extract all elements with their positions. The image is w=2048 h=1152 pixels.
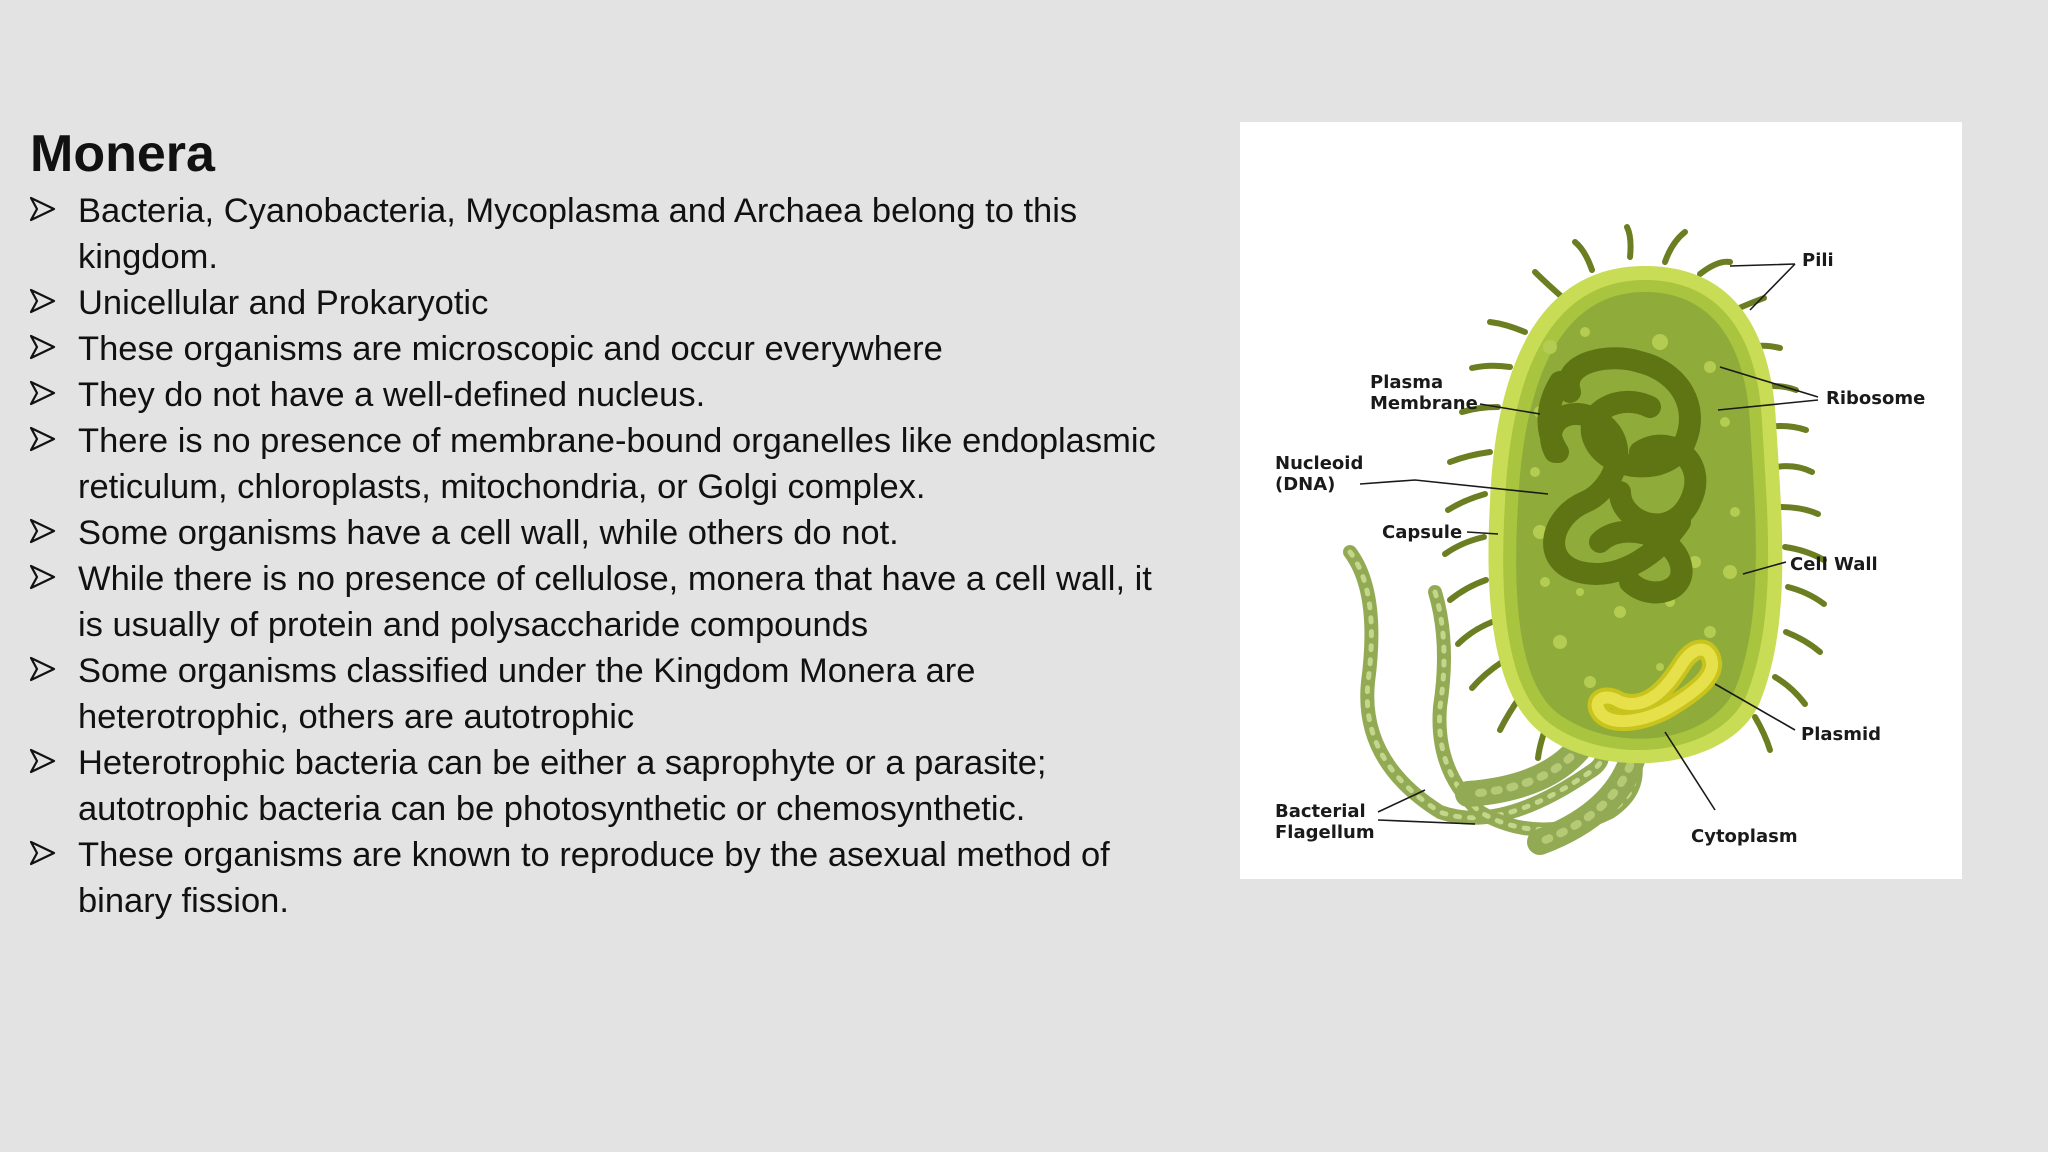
label-nucleoid-line2: (DNA)	[1275, 474, 1336, 495]
label-plasmid: Plasmid	[1801, 724, 1882, 745]
bullet-list	[30, 188, 1180, 924]
bullet-item	[30, 188, 1180, 280]
bullet-text: Some organisms have a cell wall, while others do not.	[78, 514, 899, 552]
arrowhead-bullet-icon	[30, 196, 56, 222]
bullet-text: While there is no presence of cellulose, monera that have a cell wall, it is usually of protein and polysaccharide compounds	[78, 560, 1152, 644]
bullet-text: There is no presence of membrane-bound organelles like endoplasmic reticulum, chloroplasts, mitochondria, or Golgi complex.	[78, 422, 1156, 506]
arrowhead-bullet-icon	[30, 288, 56, 314]
bullet-text: Some organisms classified under the Kingdom Monera are heterotrophic, others are autotrophic	[78, 652, 976, 736]
bullet-item	[30, 510, 1180, 556]
label-pili: Pili	[1802, 250, 1834, 271]
label-flagellum-line1: Bacterial	[1275, 801, 1366, 822]
bullet-text: These organisms are known to reproduce by the asexual method of binary fission.	[78, 836, 1110, 920]
bullet-text: They do not have a well-defined nucleus.	[78, 376, 706, 414]
bullet-item	[30, 418, 1180, 510]
arrowhead-bullet-icon	[30, 380, 56, 406]
arrowhead-bullet-icon	[30, 426, 56, 452]
bullet-text: Unicellular and Prokaryotic	[78, 284, 489, 322]
arrowhead-bullet-icon	[30, 564, 56, 590]
bacterial-cell-diagram	[1240, 122, 1962, 879]
bullet-item	[30, 280, 1180, 326]
slide-title: Monera	[30, 125, 215, 183]
arrowhead-bullet-icon	[30, 518, 56, 544]
bullet-text: Heterotrophic bacteria can be either a saprophyte or a parasite; autotrophic bacteria can be photosynthetic or chemosynthetic.	[78, 744, 1047, 828]
bullet-item	[30, 832, 1180, 924]
bullet-item	[30, 556, 1180, 648]
bullet-text: Bacteria, Cyanobacteria, Mycoplasma and Archaea belong to this kingdom.	[78, 192, 1078, 276]
label-cytoplasm: Cytoplasm	[1691, 826, 1798, 847]
arrowhead-bullet-icon	[30, 334, 56, 360]
label-cell-wall: Cell Wall	[1790, 554, 1878, 575]
bullet-text: These organisms are microscopic and occur everywhere	[78, 330, 943, 368]
bullet-item	[30, 648, 1180, 740]
label-plasma-membrane-line1: Plasma	[1370, 372, 1444, 393]
label-plasma-membrane-line2: Membrane	[1370, 393, 1478, 414]
bacterial-cell-illustration	[1240, 122, 1962, 879]
arrowhead-bullet-icon	[30, 656, 56, 682]
bullet-item	[30, 372, 1180, 418]
label-ribosome: Ribosome	[1826, 388, 1926, 409]
arrowhead-bullet-icon	[30, 748, 56, 774]
arrowhead-bullet-icon	[30, 840, 56, 866]
bullet-item	[30, 326, 1180, 372]
label-flagellum-line2: Flagellum	[1275, 822, 1375, 843]
label-nucleoid-line1: Nucleoid	[1275, 453, 1364, 474]
label-capsule: Capsule	[1382, 522, 1463, 543]
bullet-item	[30, 740, 1180, 832]
